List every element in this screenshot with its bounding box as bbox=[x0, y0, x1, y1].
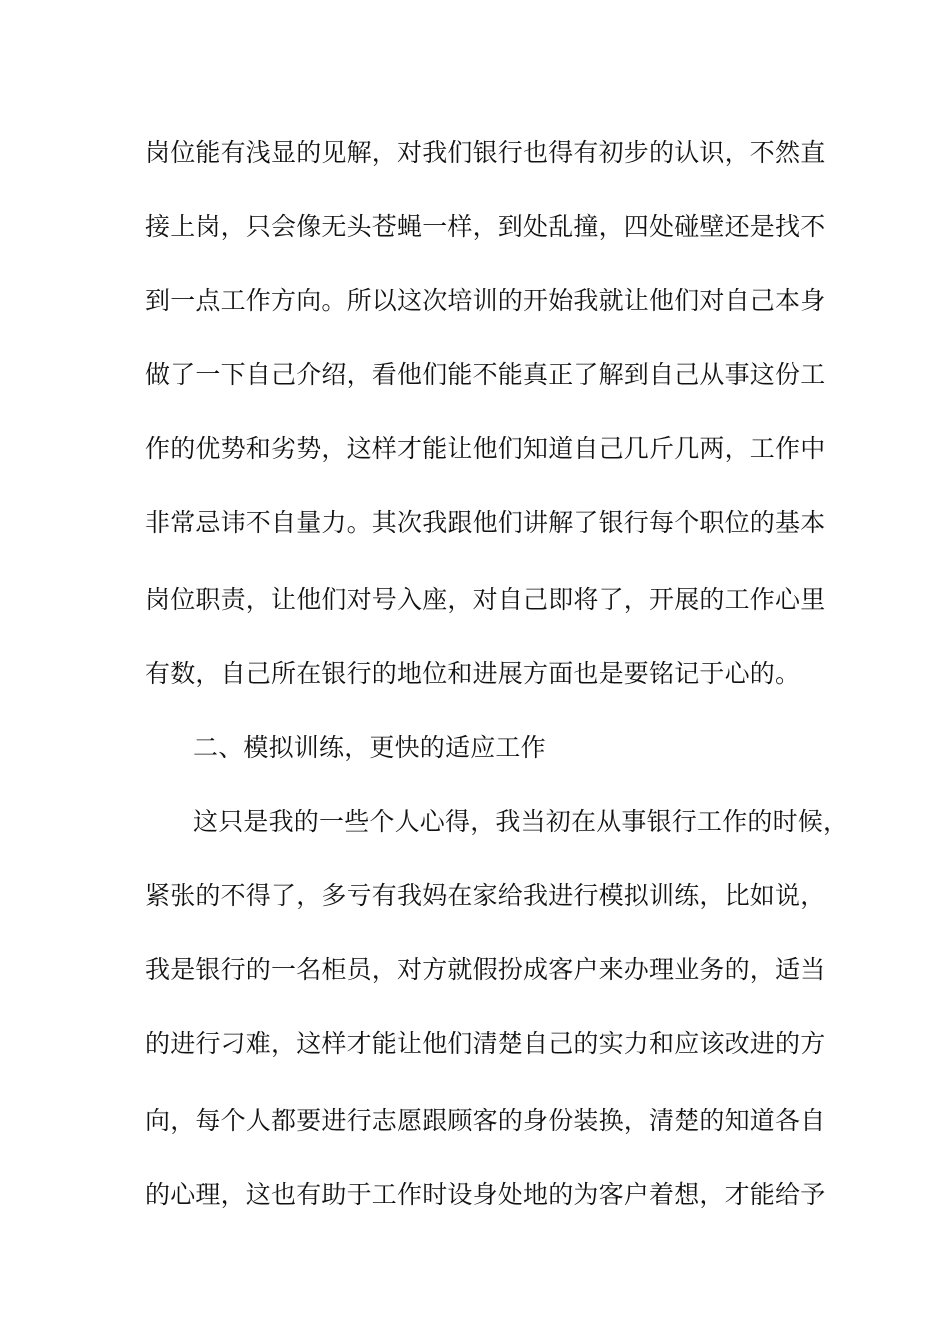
paragraph-line: 岗位能有浅显的见解，对我们银行也得有初步的认识，不然直 bbox=[145, 138, 826, 167]
paragraph-line: 接上岗，只会像无头苍蝇一样，到处乱撞，四处碰壁还是找不 bbox=[145, 212, 826, 241]
paragraph-line: 到一点工作方向。所以这次培训的开始我就让他们对自己本身 bbox=[145, 286, 826, 315]
paragraph-line: 这只是我的一些个人心得，我当初在从事银行工作的时候， bbox=[193, 807, 849, 836]
paragraph-line: 岗位职责，让他们对号入座，对自己即将了，开展的工作心里 bbox=[145, 585, 826, 614]
paragraph-line: 的进行刁难，这样才能让他们清楚自己的实力和应该改进的方 bbox=[145, 1029, 826, 1058]
paragraph-line: 的心理，这也有助于工作时设身处地的为客户着想，才能给予 bbox=[145, 1180, 826, 1209]
paragraph-line: 有数，自己所在银行的地位和进展方面也是要铭记于心的。 bbox=[145, 659, 801, 688]
paragraph-line: 作的优势和劣势，这样才能让他们知道自己几斤几两，工作中 bbox=[145, 434, 826, 463]
paragraph-line: 非常忌讳不自量力。其次我跟他们讲解了银行每个职位的基本 bbox=[145, 508, 826, 537]
paragraph-line: 紧张的不得了，多亏有我妈在家给我进行模拟训练，比如说， bbox=[145, 881, 826, 910]
paragraph-line: 我是银行的一名柜员，对方就假扮成客户来办理业务的，适当 bbox=[145, 955, 826, 984]
paragraph-line: 向，每个人都要进行志愿跟顾客的身份装换，清楚的知道各自 bbox=[145, 1106, 826, 1135]
section-heading: 二、模拟训练，更快的适应工作 bbox=[193, 733, 546, 762]
paragraph-line: 做了一下自己介绍，看他们能不能真正了解到自己从事这份工 bbox=[145, 360, 826, 389]
